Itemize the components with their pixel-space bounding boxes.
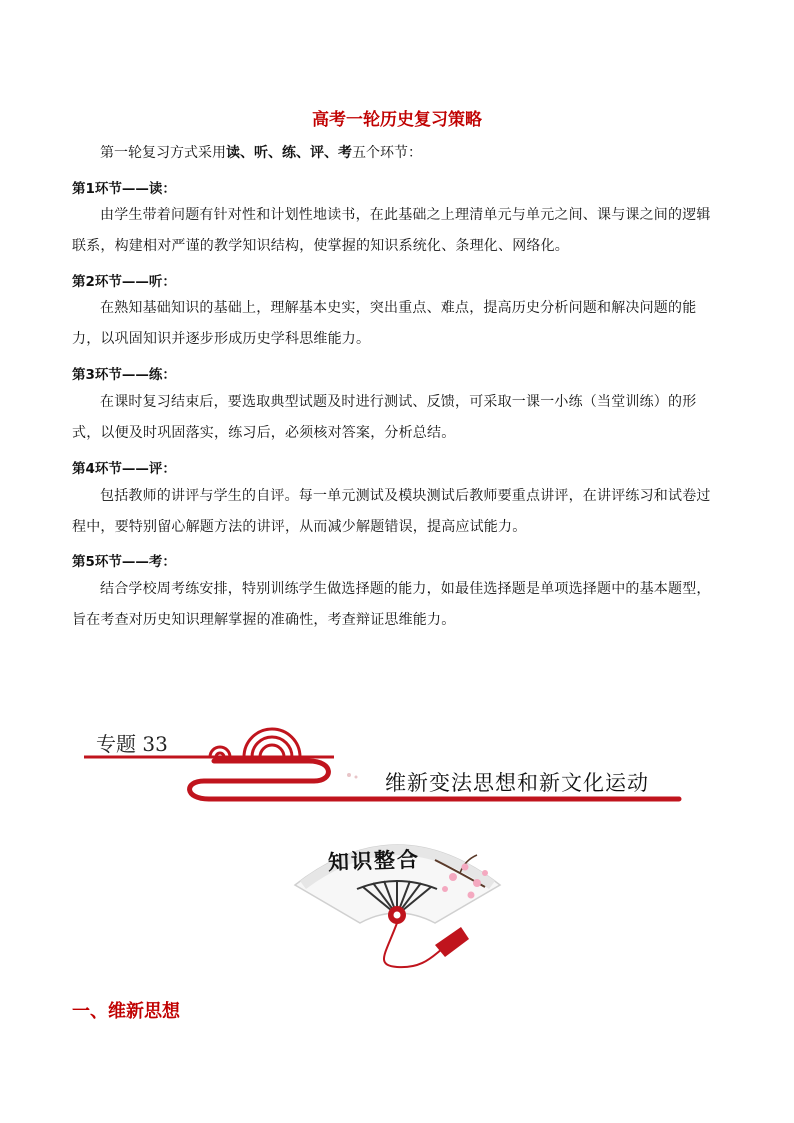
banner-arcs-icon: [210, 729, 300, 757]
stage-4-heading: 第4环节——评：: [72, 461, 176, 477]
stage-2-body: 在熟知基础知识的基础上，理解基本史实，突出重点、难点，提高历史分析问题和解决问题的能力，以巩固知识并逐步形成历史学科思维能力。: [72, 300, 697, 347]
section-heading: 一、维新思想: [72, 1001, 180, 1022]
stage-3-body: 在课时复习结束后，要选取典型试题及时进行测试、反馈，可采取一课一小练（当堂训练）的形式，以便及时巩固落实，练习后，必须核对答案，分析总结。: [72, 394, 697, 441]
intro-prefix: 第一轮复习方式采用: [100, 145, 226, 161]
stage-4-body: 包括教师的讲评与学生的自评。每一单元测试及模块测试后教师要重点讲评，在讲评练习和试卷过程中，要特别留心解题方法的讲评，从而减少解题错误，提高应试能力。: [72, 488, 711, 535]
intro-paragraph: [72, 138, 722, 169]
intro-suffix: 五个环节：: [352, 145, 422, 161]
stage-2-heading: 第2环节——听：: [72, 274, 176, 290]
folding-fan-plum-blossom-icon: [285, 815, 510, 975]
stage-3-heading: 第3环节——练：: [72, 367, 176, 383]
topic-title: 维新变法思想和新文化运动: [385, 771, 649, 795]
stage-5-body: 结合学校周考练安排，特别训练学生做选择题的能力，如最佳选择题是单项选择题中的基本题型，旨在考查对历史知识理解掌握的准确性，考查辩证思维能力。: [72, 581, 711, 628]
fan-label: 知识整合: [327, 846, 421, 875]
topic-number: 专题 33: [96, 732, 168, 756]
stage-1-heading: 第1环节——读：: [72, 181, 176, 197]
stage-5-heading: 第5环节——考：: [72, 554, 176, 570]
stage-1-body: 由学生带着问题有针对性和计划性地读书，在此基础之上理清单元与单元之间、课与课之间的逻辑联系，构建相对严谨的教学知识结构，使掌握的知识系统化、条理化、网络化。: [72, 207, 711, 254]
intro-bold-stages: 读、听、练、评、考: [226, 145, 352, 161]
document-title: 高考一轮历史复习策略: [312, 110, 482, 130]
